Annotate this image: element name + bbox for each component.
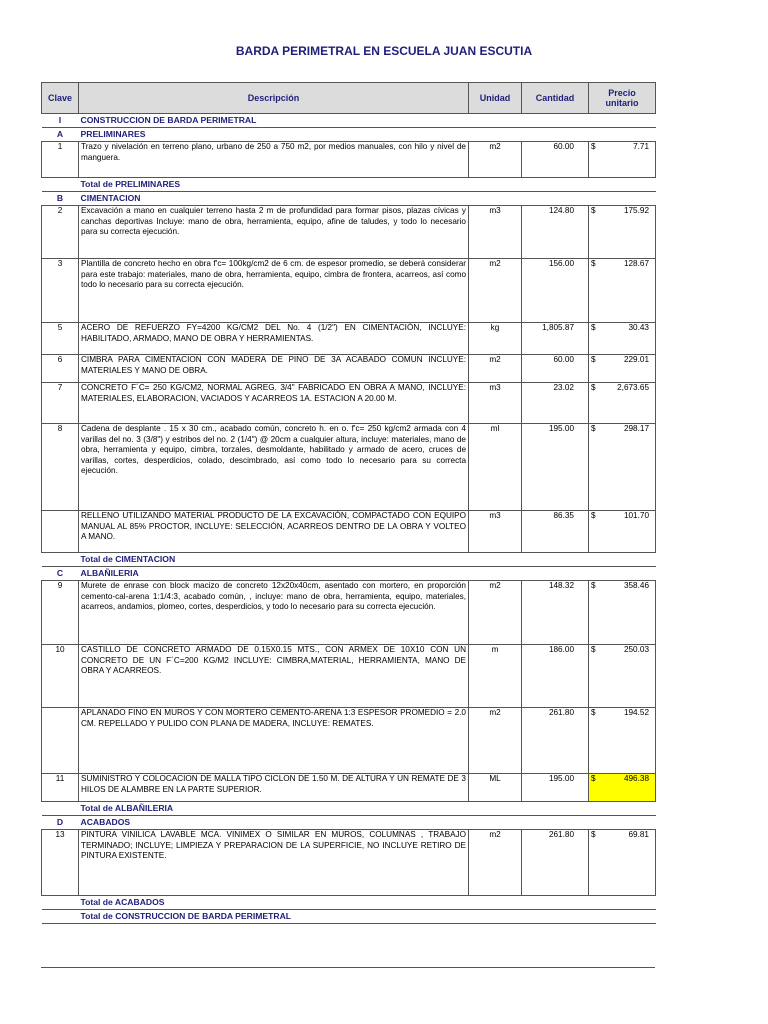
- row-descripcion: ACERO DE REFUERZO FY=4200 KG/CM2 DEL No. 4 (1/2") EN CIMENTACIÓN, INCLUYE: HABILITADO, ARMADO, MANO DE OBRA Y HERRAMIENTAS.: [79, 323, 469, 355]
- row-unidad: m2: [469, 142, 522, 178]
- document-title: BARDA PERIMETRAL EN ESCUELA JUAN ESCUTIA: [235, 44, 533, 58]
- row-descripcion: CASTILLO DE CONCRETO ARMADO DE 0.15X0.15 MTS., CON ARMEX DE 10X10 CON UN CONCRETO DE UN F´C=200 KG/M2 INCLUYE: CIMBRA,MATERIAL, HERRAMIENTA, MANO DE OBRA Y ACARREOS.: [79, 645, 469, 708]
- row-clave: [42, 708, 79, 774]
- row-cantidad: 23.02: [522, 383, 589, 424]
- table-header-row: [42, 83, 656, 114]
- header-clave: Clave: [42, 83, 79, 114]
- row-precio-unitario: [589, 323, 656, 355]
- row-clave: [42, 910, 79, 924]
- row-descripcion: APLANADO FINO EN MUROS Y CON MORTERO CEMENTO-ARENA 1:3 ESPESOR PROMEDIO = 2.0 CM. REPELLADO Y PULIDO CON PLANA DE MADERA, INCLUYE: REMATES.: [79, 708, 469, 774]
- row-descripcion: Murete de enrase con block macizo de concreto 12x20x40cm, asentado con mortero, en proporción cemento-cal-arena 1:1/4:3, acabado común, , incluye: mano de obra, herramienta, equipo, materiales, acarreos, andamios, plomeo, cortes, desperdicios, y todo lo necesario para su correcta ejecución.: [79, 581, 469, 645]
- currency-symbol: $: [591, 774, 596, 783]
- table-row: [42, 581, 656, 645]
- row-descripcion: Total de PRELIMINARES: [79, 178, 656, 192]
- header-cantidad: Cantidad: [522, 83, 589, 114]
- row-clave: 3: [42, 259, 79, 323]
- price-value: 7.71: [633, 142, 649, 151]
- row-unidad: m2: [469, 830, 522, 896]
- table-row: [42, 424, 656, 511]
- row-descripcion: Cadena de desplante . 15 x 30 cm., acabado común, concreto h. en o. f'c= 250 kg/cm2 armada con 4 varillas del no. 3 (3/8") y estribos del no. 2 (1/4") @ 20cm a cualquier altura, incluye: materiales, mano de obra, herramienta y equipo, cimbra, torzales, desmoldante, habilitado y armado de acero, cruces de varillas, cortes, desperdicios, colado, descimbrado, así como todo lo necesario para su correcta ejecución.: [79, 424, 469, 511]
- row-clave: 1: [42, 142, 79, 178]
- row-unidad: ml: [469, 424, 522, 511]
- row-descripcion: CIMENTACION: [79, 192, 656, 206]
- row-clave: 9: [42, 581, 79, 645]
- row-clave: 5: [42, 323, 79, 355]
- price-value: 298.17: [623, 424, 649, 433]
- row-precio-unitario: [589, 511, 656, 553]
- section-header-row: [42, 114, 656, 128]
- row-descripcion: SUMINISTRO Y COLOCACION DE MALLA TIPO CICLON DE 1.50 M. DE ALTURA Y UN REMATE DE 3 HILOS DE ALAMBRE EN LA PARTE SUPERIOR.: [79, 774, 469, 802]
- row-cantidad: 148.32: [522, 581, 589, 645]
- row-clave: I: [42, 114, 79, 128]
- row-unidad: m2: [469, 355, 522, 383]
- row-descripcion: CONCRETO F´C= 250 KG/CM2, NORMAL AGREG. 3/4" FABRICADO EN OBRA A MANO, INCLUYE: MATERIALES, ELABORACION, VACIADOS Y ACARREOS 1A. ESTACION A 20.00 M.: [79, 383, 469, 424]
- group-header-row: [42, 816, 656, 830]
- row-descripcion: CONSTRUCCION DE BARDA PERIMETRAL: [79, 114, 656, 128]
- price-value: 30.43: [628, 323, 649, 332]
- row-precio-unitario: [589, 774, 656, 802]
- row-clave: D: [42, 816, 79, 830]
- row-descripcion: CIMBRA PARA CIMENTACION CON MADERA DE PINO DE 3A ACABADO COMUN INCLUYE: MATERIALES Y MANO DE OBRA.: [79, 355, 469, 383]
- row-clave: 11: [42, 774, 79, 802]
- row-precio-unitario: [589, 355, 656, 383]
- price-value: 250.03: [623, 645, 649, 654]
- row-precio-unitario: [589, 206, 656, 259]
- subtotal-row: [42, 553, 656, 567]
- row-clave: [42, 178, 79, 192]
- row-cantidad: 60.00: [522, 142, 589, 178]
- table-row: [42, 383, 656, 424]
- row-descripcion: Total de ACABADOS: [79, 896, 656, 910]
- header-precio-unitario: Precio unitario: [589, 83, 656, 114]
- row-cantidad: 156.00: [522, 259, 589, 323]
- price-value: 175.92: [623, 206, 649, 215]
- row-clave: [42, 511, 79, 553]
- group-header-row: [42, 567, 656, 581]
- price-value: 358.46: [623, 581, 649, 590]
- row-descripcion: RELLENO UTILIZANDO MATERIAL PRODUCTO DE LA EXCAVACIÓN, COMPACTADO CON EQUIPO MANUAL AL 85% PROCTOR, INCLUYE: SELECCIÓN, ACARREOS DENTRO DE LA OBRA Y VOLTEO A MANO.: [79, 511, 469, 553]
- row-cantidad: 1,805.87: [522, 323, 589, 355]
- table-row: [42, 645, 656, 708]
- row-descripcion: Total de CONSTRUCCION DE BARDA PERIMETRAL: [79, 910, 656, 924]
- row-clave: 13: [42, 830, 79, 896]
- row-precio-unitario: [589, 383, 656, 424]
- currency-symbol: $: [591, 383, 596, 392]
- row-descripcion: PINTURA VINILICA LAVABLE MCA. VINIMEX O SIMILAR EN MUROS, COLUMNAS , TRABAJO TERMINADO; INCLUYE; LIMPIEZA Y PREPARACION DE LA SUPERFICIE, NO INCLUYE RETIRO DE PINTURA EXISTENTE.: [79, 830, 469, 896]
- row-cantidad: 195.00: [522, 424, 589, 511]
- row-descripcion: Total de CIMENTACION: [79, 553, 656, 567]
- table-row: [42, 142, 656, 178]
- row-cantidad: 195.00: [522, 774, 589, 802]
- currency-symbol: $: [591, 708, 596, 717]
- price-value: 229.01: [623, 355, 649, 364]
- currency-symbol: $: [591, 511, 596, 520]
- table-row: [42, 708, 656, 774]
- row-clave: C: [42, 567, 79, 581]
- row-precio-unitario: [589, 581, 656, 645]
- row-descripcion: Plantilla de concreto hecho en obra f'c= 100kg/cm2 de 6 cm. de espesor promedio, se deberá considerar para este trabajo: materiales, mano de obra, herramienta, equipo, cimbra de frontera, acarreos, así como todo lo necesario para su correcta ejecución.: [79, 259, 469, 323]
- row-cantidad: 60.00: [522, 355, 589, 383]
- row-cantidad: 261.80: [522, 830, 589, 896]
- row-clave: [42, 553, 79, 567]
- row-clave: 7: [42, 383, 79, 424]
- row-precio-unitario: [589, 708, 656, 774]
- price-value: 2,673.65: [617, 383, 649, 392]
- price-value: 194.52: [623, 708, 649, 717]
- group-header-row: [42, 128, 656, 142]
- currency-symbol: $: [591, 355, 596, 364]
- row-unidad: ML: [469, 774, 522, 802]
- row-descripcion: ALBAÑILERIA: [79, 567, 656, 581]
- currency-symbol: $: [591, 830, 596, 839]
- row-clave: 8: [42, 424, 79, 511]
- subtotal-row: [42, 896, 656, 910]
- currency-symbol: $: [591, 142, 596, 151]
- row-clave: [42, 802, 79, 816]
- price-value: 128.67: [623, 259, 649, 268]
- row-unidad: m2: [469, 259, 522, 323]
- group-header-row: [42, 192, 656, 206]
- row-unidad: m2: [469, 581, 522, 645]
- row-precio-unitario: [589, 259, 656, 323]
- table-row: [42, 259, 656, 323]
- table-row: [42, 511, 656, 553]
- row-unidad: m3: [469, 383, 522, 424]
- row-cantidad: 124.80: [522, 206, 589, 259]
- row-descripcion: ACABADOS: [79, 816, 656, 830]
- price-value: 101.70: [623, 511, 649, 520]
- row-cantidad: 86.35: [522, 511, 589, 553]
- table-row: [42, 323, 656, 355]
- row-clave: 2: [42, 206, 79, 259]
- row-cantidad: 186.00: [522, 645, 589, 708]
- table-row: [42, 355, 656, 383]
- row-unidad: m3: [469, 511, 522, 553]
- row-clave: B: [42, 192, 79, 206]
- row-clave: A: [42, 128, 79, 142]
- row-clave: 6: [42, 355, 79, 383]
- row-unidad: m: [469, 645, 522, 708]
- header-descripcion: Descripción: [79, 83, 469, 114]
- row-cantidad: 261.80: [522, 708, 589, 774]
- table-row: [42, 774, 656, 802]
- table-bottom-rule: [41, 967, 655, 968]
- subtotal-row: [42, 802, 656, 816]
- budget-table: [41, 82, 656, 924]
- table-row: [42, 206, 656, 259]
- row-clave: 10: [42, 645, 79, 708]
- row-descripcion: Total de ALBAÑILERIA: [79, 802, 656, 816]
- row-unidad: kg: [469, 323, 522, 355]
- currency-symbol: $: [591, 323, 596, 332]
- row-unidad: m2: [469, 708, 522, 774]
- row-descripcion: Excavación a mano en cualquier terreno hasta 2 m de profundidad para formar pisos, plazas cívicas y canchas deportivas Incluye: mano de obra, herramienta, equipo, afine de taludes, y todo lo necesario para su correcta ejecución.: [79, 206, 469, 259]
- row-precio-unitario: [589, 424, 656, 511]
- price-value: 69.81: [628, 830, 649, 839]
- currency-symbol: $: [591, 581, 596, 590]
- row-precio-unitario: [589, 830, 656, 896]
- row-clave: [42, 896, 79, 910]
- subtotal-row: [42, 178, 656, 192]
- row-descripcion: Trazo y nivelación en terreno plano, urbano de 250 a 750 m2, por medios manuales, con hilo y nivel de manguera.: [79, 142, 469, 178]
- table-body: [42, 114, 656, 924]
- currency-symbol: $: [591, 259, 596, 268]
- table-row: [42, 830, 656, 896]
- currency-symbol: $: [591, 645, 596, 654]
- row-precio-unitario: [589, 645, 656, 708]
- row-precio-unitario: [589, 142, 656, 178]
- currency-symbol: $: [591, 424, 596, 433]
- subtotal-row: [42, 910, 656, 924]
- currency-symbol: $: [591, 206, 596, 215]
- row-descripcion: PRELIMINARES: [79, 128, 656, 142]
- header-unidad: Unidad: [469, 83, 522, 114]
- price-value: 496.38: [623, 774, 649, 783]
- row-unidad: m3: [469, 206, 522, 259]
